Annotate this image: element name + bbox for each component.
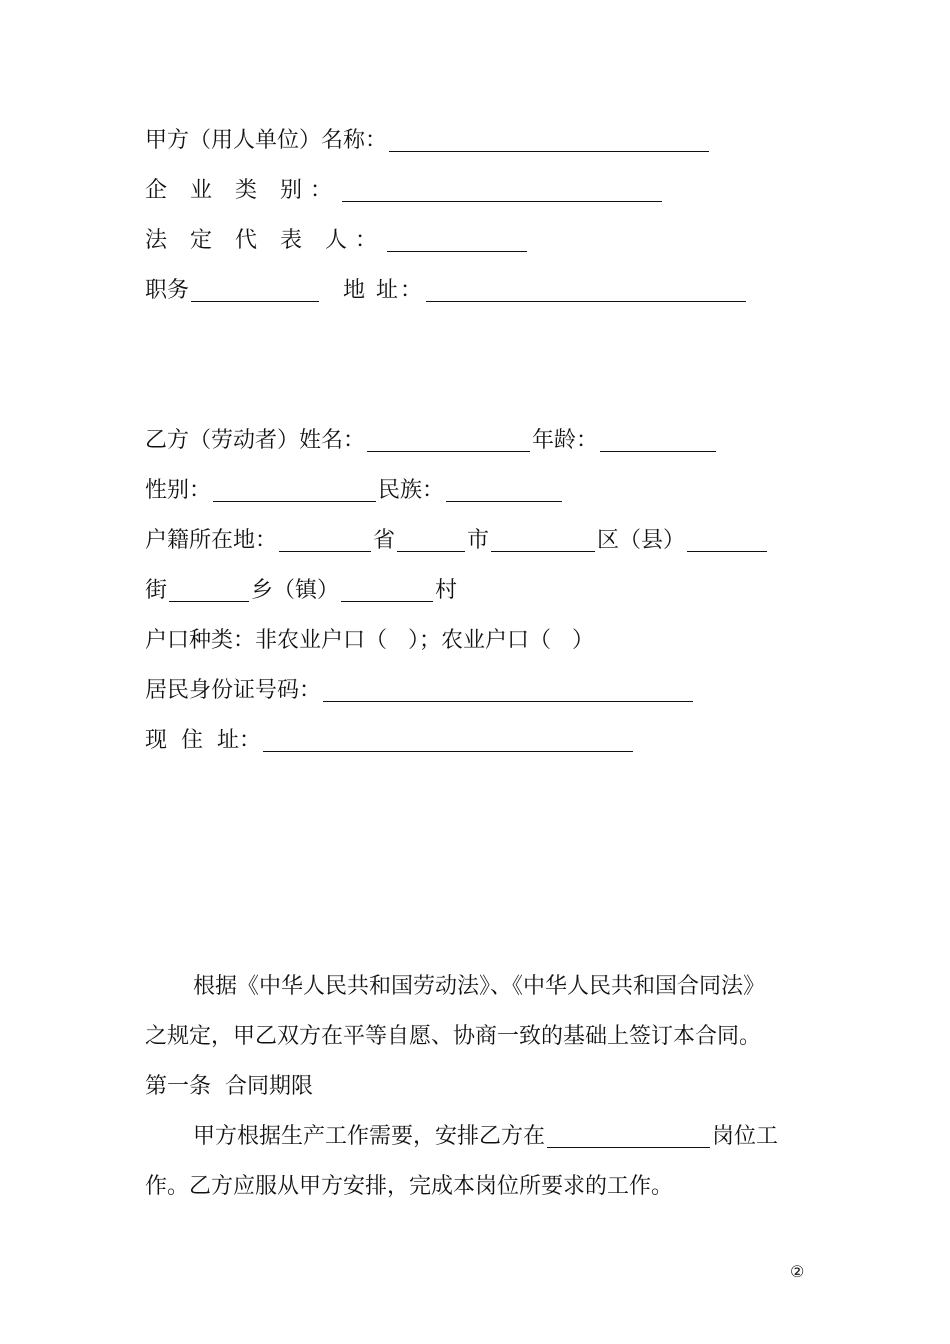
post-position-blank[interactable] (547, 1125, 710, 1148)
age-blank[interactable] (600, 429, 716, 452)
party-b-name-label: 乙方（劳动者）姓名： (145, 428, 366, 453)
legal-rep-row (145, 226, 529, 256)
article-1-text-a: 甲方根据生产工作需要，安排乙方在 (193, 1124, 546, 1149)
current-address-label: 现 住 址： (145, 728, 261, 753)
article-1-para-line-2: 作。乙方应服从甲方安排，完成本岗位所要求的工作。 (145, 1174, 674, 1199)
residence-label: 户籍所在地： (145, 528, 278, 553)
district-after-blank[interactable] (687, 529, 767, 552)
enterprise-type-label: 企 业 类 别： (145, 178, 340, 203)
province-label: 省 (373, 528, 396, 553)
party-a-name-row (145, 126, 711, 156)
province-blank[interactable] (279, 529, 371, 552)
hukou-row (145, 626, 594, 656)
street-label: 街 (145, 578, 168, 603)
enterprise-type-blank[interactable] (342, 179, 662, 202)
hukou-type-text: 户口种类：非农业户口（ ）；农业户口（ ） (145, 628, 594, 653)
ethnic-label: 民族： (378, 478, 445, 503)
id-number-label: 居民身份证号码： (145, 678, 322, 703)
gender-blank[interactable] (213, 479, 376, 502)
city-blank[interactable] (397, 529, 465, 552)
district-blank[interactable] (491, 529, 595, 552)
party-a-name-blank[interactable] (389, 129, 709, 152)
id-number-row (145, 676, 695, 706)
city-label: 市 (467, 528, 490, 553)
street-row (145, 576, 457, 606)
enterprise-type-row (145, 176, 664, 206)
gender-label: 性别： (145, 478, 212, 503)
district-label: 区（县） (597, 528, 686, 553)
street-blank[interactable] (169, 579, 249, 602)
party-b-name-row (145, 426, 718, 456)
legal-rep-label: 法 定 代 表 人： (145, 228, 385, 253)
post-blank[interactable] (191, 279, 319, 302)
post-label: 职务 (145, 278, 190, 303)
article-1-title: 第一条 合同期限 (145, 1074, 313, 1099)
preamble-line-1: 根据《中华人民共和国劳动法》、《中华人民共和国合同法》 (193, 974, 766, 999)
preamble-line-2: 之规定，甲乙双方在平等自愿、协商一致的基础上签订本合同。 (145, 1024, 762, 1049)
party-b-name-blank[interactable] (367, 429, 530, 452)
ethnic-blank[interactable] (446, 479, 562, 502)
township-blank[interactable] (341, 579, 433, 602)
address-blank[interactable] (426, 279, 746, 302)
address-label: 地 址： (343, 278, 425, 303)
party-a-name-label: 甲方（用人单位）名称： (145, 128, 388, 153)
legal-rep-blank[interactable] (387, 229, 527, 252)
current-address-blank[interactable] (263, 729, 633, 752)
page-number: ② (790, 1262, 805, 1281)
article-1-para-line-1 (193, 1122, 778, 1152)
post-address-row (145, 276, 748, 306)
village-label: 村 (435, 578, 458, 603)
residence-row (145, 526, 769, 556)
township-label: 乡（镇） (251, 578, 340, 603)
current-address-row (145, 726, 635, 756)
gender-ethnic-row (145, 476, 564, 506)
age-label: 年龄： (532, 428, 599, 453)
article-1-text-b: 岗位工 (712, 1124, 779, 1149)
id-number-blank[interactable] (323, 679, 693, 702)
